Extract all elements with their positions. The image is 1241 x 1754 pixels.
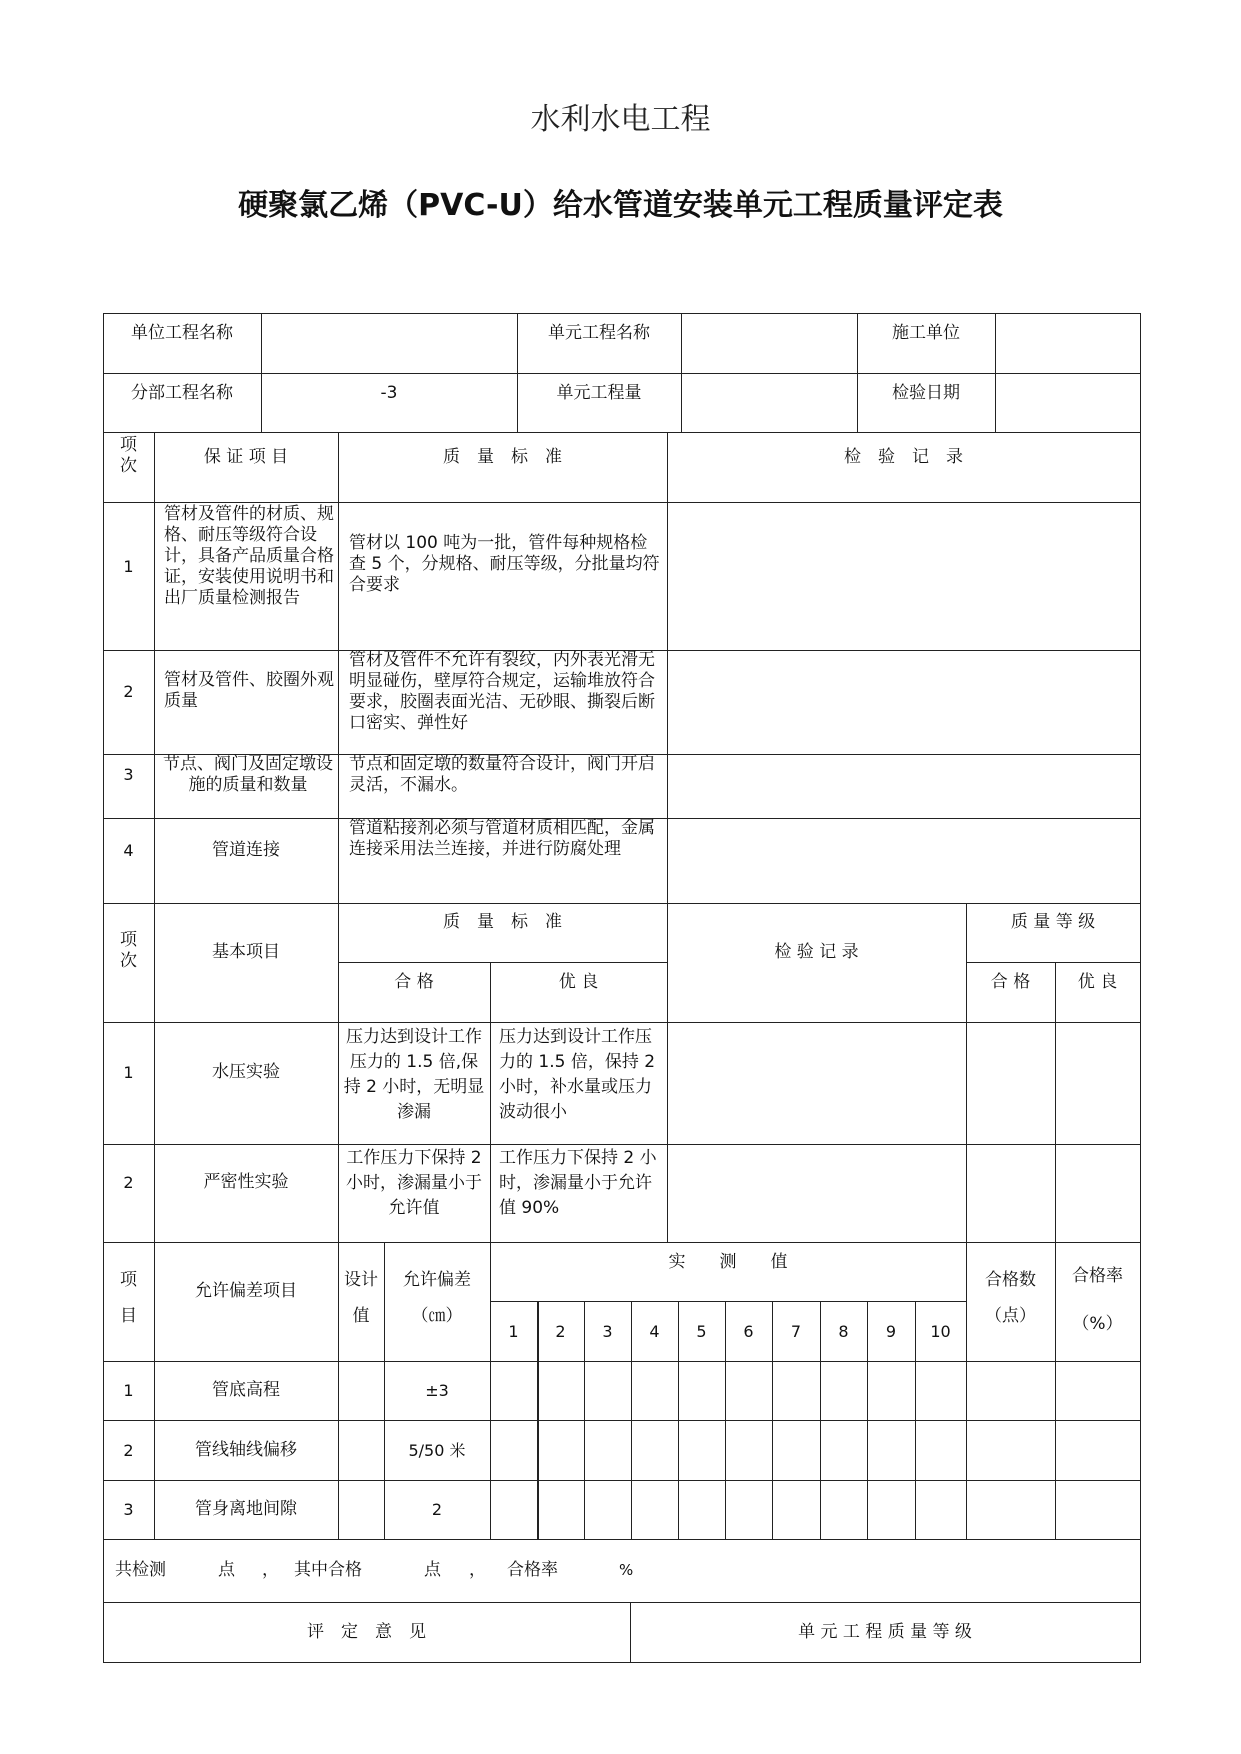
basic-row-1-grade-pass[interactable] [966,1023,1055,1143]
measure-col-10: 10 [930,1322,951,1341]
deviation-row-3-item: 管身离地间隙 [195,1499,297,1519]
summary-point-2: 点 [424,1560,441,1580]
guarantee-index-header: 项 次 [120,435,137,476]
deviation-row-3-index: 3 [123,1500,134,1519]
basic-good-header: 优 良 [558,972,599,992]
summary-comma-2: ， [469,1560,486,1580]
guarantee-row-1-index: 1 [123,557,134,576]
deviation-row-2-item: 管线轴线偏移 [195,1440,297,1460]
guarantee-row-3-standard: 节点和固定墩的数量符合设计，阀门开启灵活，不漏水。 [349,754,655,795]
basic-standard-header: 质 量 标 准 [443,912,562,932]
basic-row-2-good-standard: 工作压力下保持 2 小时，渗漏量小于允许值 90% [499,1148,657,1218]
guarantee-row-3-item: 节点、阀门及固定墩设施的质量和数量 [163,754,333,795]
guarantee-row-4-record[interactable] [667,819,1140,902]
deviation-index-header: 项 目 [120,1270,137,1326]
deviation-row-1-tolerance: ±3 [425,1381,449,1400]
element-project-name-field[interactable] [681,323,857,363]
summary-rate-label: 合格率 [507,1560,558,1580]
unit-project-name-label: 单位工程名称 [131,323,233,343]
basic-row-2-record[interactable] [667,1145,966,1241]
basic-row-1-index: 1 [123,1063,134,1082]
deviation-tolerance-header: 允许偏差 （㎝） [403,1270,471,1326]
basic-row-1-pass-standard: 压力达到设计工作压力的 1.5 倍,保持 2 小时，无明显渗漏 [343,1027,485,1122]
basic-pass-header: 合 格 [394,972,434,992]
summary-of-which-label: 其中合格 [294,1560,362,1580]
measure-col-3: 3 [602,1322,613,1341]
measure-col-1: 1 [508,1322,519,1341]
deviation-row-2-index: 2 [123,1441,134,1460]
element-quality-grade-label: 单 元 工 程 质 量 等 级 [798,1622,972,1642]
guarantee-row-1-standard: 管材以 100 吨为一批，管件每种规格检查 5 个，分规格、耐压等级，分批量均符合要求 [349,533,660,595]
basic-row-1-record[interactable] [667,1023,966,1143]
unit-project-name-field[interactable] [261,323,517,363]
summary-point-1: 点 [218,1560,235,1580]
measure-col-7: 7 [790,1322,802,1341]
guarantee-standard-header: 质 量 标 准 [443,447,562,467]
basic-index-header: 项 次 [120,930,137,971]
basic-grade-pass-header: 合 格 [990,972,1031,992]
basic-item-header: 基本项目 [212,942,280,962]
deviation-row-2-design-value[interactable] [338,1421,384,1479]
guarantee-row-2-item: 管材及管件、胶圈外观质量 [164,670,334,711]
inspection-date-field[interactable] [995,383,1140,423]
basic-row-1-good-standard: 压力达到设计工作压力的 1.5 倍，保持 2 小时，补水量或压力波动很小 [499,1027,656,1122]
guarantee-row-3-record[interactable] [667,755,1140,817]
element-quantity-label: 单元工程量 [556,383,642,403]
measure-col-8: 8 [838,1322,849,1341]
element-quantity-field[interactable] [681,383,857,423]
deviation-row-1-design-value[interactable] [338,1362,384,1420]
guarantee-row-4-item: 管道连接 [212,840,280,860]
guarantee-row-4-standard: 管道粘接剂必须与管道材质相匹配，金属连接采用法兰连接，并进行防腐处理 [349,818,655,859]
basic-row-2-item: 严密性实验 [203,1172,289,1192]
deviation-row-1-item: 管底高程 [212,1380,280,1400]
deviation-design-header: 设计 值 [344,1270,378,1326]
basic-row-2-grade-good[interactable] [1055,1145,1140,1241]
basic-grade-header: 质 量 等 级 [1010,912,1096,932]
deviation-row-3-design-value[interactable] [338,1481,384,1539]
measure-col-2: 2 [555,1322,566,1341]
guarantee-row-1-record[interactable] [667,503,1140,649]
guarantee-row-2-standard: 管材及管件不允许有裂纹，内外表光滑无明显碰伤，壁厚符合规定，运输堆放符合要求，胶圈表面光洁、无砂眼、撕裂后断口密实、弹性好 [349,650,655,733]
guarantee-row-3-index: 3 [123,765,134,784]
basic-row-2-pass-standard: 工作压力下保持 2 小时，渗漏量小于允许值 [346,1148,482,1218]
construction-unit-field[interactable] [995,323,1140,363]
inspection-date-label: 检验日期 [892,383,960,403]
guarantee-row-2-record[interactable] [667,651,1140,753]
summary-total-label: 共检测 [115,1560,166,1580]
measure-col-5: 5 [696,1322,707,1341]
basic-row-2-index: 2 [123,1173,134,1192]
document-title: 硬聚氯乙烯（PVC-U）给水管道安装单元工程质量评定表 [238,188,1003,223]
basic-row-2-grade-pass[interactable] [966,1145,1055,1241]
summary-percent: % [619,1561,634,1579]
deviation-row-1-index: 1 [123,1381,134,1400]
guarantee-record-header: 检 验 记 录 [844,447,963,467]
element-project-name-label: 单元工程名称 [548,323,650,343]
document-subtitle: 水利水电工程 [530,102,711,137]
guarantee-row-1-item: 管材及管件的材质、规格、耐压等级符合设计，具备产品质量合格证，安装使用说明书和出厂质量检测报告 [164,504,334,608]
deviation-measured-header: 实 测 值 [668,1252,788,1272]
measure-col-4: 4 [649,1322,660,1341]
basic-row-1-item: 水压实验 [212,1062,280,1082]
division-project-name-label: 分部工程名称 [131,383,233,403]
guarantee-item-header: 保 证 项 目 [203,447,289,467]
deviation-pass-count-header: 合格数 （点） [985,1270,1036,1326]
guarantee-row-2-index: 2 [123,682,134,701]
construction-unit-label: 施工单位 [892,323,960,343]
basic-record-header: 检 验 记 录 [774,942,859,962]
basic-row-1-grade-good[interactable] [1055,1023,1140,1143]
measure-col-9: 9 [885,1322,897,1341]
basic-grade-good-header: 优 良 [1077,972,1118,992]
deviation-pass-rate-header: 合格率 （%） [1072,1266,1123,1334]
guarantee-row-4-index: 4 [123,841,134,860]
deviation-item-header: 允许偏差项目 [195,1281,297,1301]
summary-comma-1: ， [262,1560,279,1580]
evaluation-opinion-label: 评 定 意 见 [307,1622,426,1642]
deviation-row-2-tolerance: 5/50 米 [408,1441,466,1460]
measure-col-6: 6 [743,1322,754,1341]
division-project-name-field[interactable]: -3 [380,383,398,403]
deviation-row-3-tolerance: 2 [431,1500,443,1519]
